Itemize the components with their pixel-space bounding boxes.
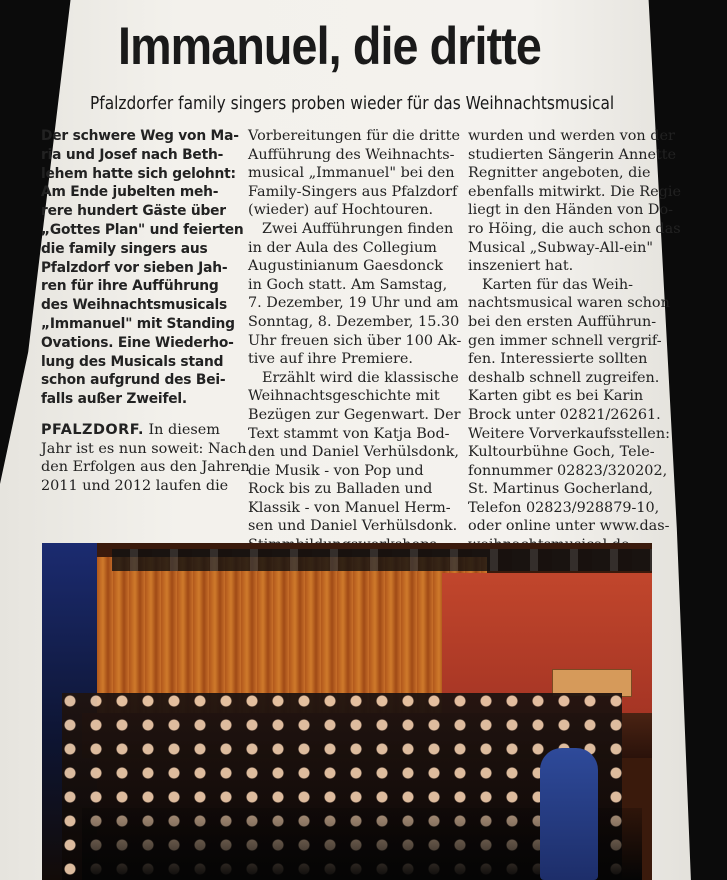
body-line: nachtsmusical waren schon bbox=[468, 295, 670, 312]
body-line: fonnummer 02823/320202, bbox=[468, 462, 668, 479]
body-line: Jahr ist es nun soweit: Nach bbox=[41, 440, 247, 457]
body-line: ro Höing, die auch schon das bbox=[468, 220, 681, 237]
lead-line: lung des Musicals stand bbox=[41, 353, 224, 370]
body-line: Uhr freuen sich über 100 Ak- bbox=[248, 332, 462, 349]
body-line: Vorbereitungen für die dritte bbox=[248, 128, 460, 144]
body-line: studierten Sängerin Annette bbox=[468, 146, 677, 163]
body-line: Rock bis zu Balladen und bbox=[248, 481, 433, 498]
dateline: PFALZDORF. bbox=[41, 421, 144, 438]
body-line: 7. Dezember, 19 Uhr und am bbox=[248, 295, 459, 312]
subheadline: Pfalzdorfer family singers proben wieder für das Weihnachtsmusical bbox=[90, 94, 615, 114]
body-line: Kultourbühne Goch, Tele- bbox=[468, 444, 655, 461]
body-line: oder online unter www.das- bbox=[468, 518, 670, 535]
lead-line: „Gottes Plan" und feierten bbox=[41, 221, 244, 238]
body-line: Karten gibt es bei Karin bbox=[468, 388, 644, 405]
body-line: Regnitter angeboten, die bbox=[468, 165, 651, 182]
article-column-2 bbox=[248, 127, 470, 555]
body-line: ebenfalls mitwirkt. Die Regie bbox=[468, 183, 681, 200]
body-line: Aufführung des Weihnachts- bbox=[248, 146, 455, 163]
article-column-1 bbox=[41, 127, 256, 495]
lead-line: falls außer Zweifel. bbox=[41, 391, 187, 408]
body-line: bei den ersten Aufführun- bbox=[468, 313, 657, 330]
body-line: Family-Singers aus Pfalzdorf bbox=[248, 183, 458, 200]
lead-line: des Weihnachtsmusicals bbox=[41, 297, 227, 314]
lead-line: Am Ende jubelten meh- bbox=[41, 184, 219, 201]
body-line: Zwei Aufführungen finden bbox=[262, 220, 454, 237]
body-line: fen. Interessierte sollten bbox=[468, 351, 648, 368]
body-line: Augustinianum Gaesdonck bbox=[248, 258, 444, 275]
choir-photo bbox=[42, 543, 652, 880]
lead-paragraph bbox=[41, 127, 256, 409]
body-line: musical „Immanuel" bei den bbox=[248, 165, 455, 182]
body-line: sen und Daniel Verhülsdonk. bbox=[248, 518, 458, 535]
lead-line: „Immanuel" mit Standing bbox=[41, 315, 235, 332]
lighting-rig bbox=[112, 549, 652, 571]
body-line: Weitere Vorverkaufsstellen: bbox=[468, 425, 670, 442]
lead-line: Der schwere Weg von Ma- bbox=[41, 128, 239, 144]
body-paragraph bbox=[41, 421, 256, 440]
body-line: Klassik - von Manuel Herm- bbox=[248, 499, 451, 516]
conductor bbox=[540, 748, 598, 880]
lead-line: die family singers aus bbox=[41, 240, 208, 257]
body-line: Weihnachtsgeschichte mit bbox=[248, 388, 440, 405]
headline: Immanuel, die dritte bbox=[118, 17, 541, 76]
lead-line: ria und Josef nach Beth- bbox=[41, 146, 224, 163]
body-line: deshalb schnell zugreifen. bbox=[468, 369, 660, 386]
lead-line: Ovations. Eine Wiederho- bbox=[41, 334, 234, 351]
body-line: Erzählt wird die klassische bbox=[262, 369, 459, 386]
body-line: in der Aula des Collegium bbox=[248, 239, 437, 256]
body-line: wurden und werden von der bbox=[468, 128, 675, 144]
body-line: die Musik - von Pop und bbox=[248, 462, 424, 479]
lead-line: rere hundert Gäste über bbox=[41, 203, 226, 220]
body-line: Karten für das Weih- bbox=[482, 276, 634, 293]
body-line: inszeniert hat. bbox=[468, 258, 574, 275]
lead-line: ren für ihre Aufführung bbox=[41, 278, 219, 295]
body-line: tive auf ihre Premiere. bbox=[248, 351, 414, 368]
body-line: Bezügen zur Gegenwart. Der bbox=[248, 406, 461, 423]
body-line: In diesem bbox=[148, 421, 220, 438]
body-line: (wieder) auf Hochtouren. bbox=[248, 202, 434, 219]
lead-line: Pfalzdorf vor sieben Jah- bbox=[41, 259, 228, 276]
body-line: St. Martinus Gocherland, bbox=[468, 481, 653, 498]
body-line: 2011 und 2012 laufen die bbox=[41, 477, 229, 494]
body-line: gen immer schnell vergrif- bbox=[468, 332, 662, 349]
article-column-3 bbox=[468, 127, 688, 555]
body-line: in Goch statt. Am Samstag, bbox=[248, 276, 448, 293]
body-line: Sonntag, 8. Dezember, 15.30 bbox=[248, 313, 460, 330]
body-line: Telefon 02823/928879-10, bbox=[468, 499, 660, 516]
body-line: den und Daniel Verhülsdonk, bbox=[248, 444, 460, 461]
body-line: Musical „Subway-All-ein" bbox=[468, 239, 653, 256]
body-line: Brock unter 02821/26261. bbox=[468, 406, 661, 423]
lead-line: schon aufgrund des Bei- bbox=[41, 372, 226, 389]
body-line: liegt in den Händen von Do- bbox=[468, 202, 673, 219]
body-line: Text stammt von Katja Bod- bbox=[248, 425, 450, 442]
body-line: den Erfolgen aus den Jahren bbox=[41, 459, 250, 476]
lead-line: lehem hatte sich gelohnt: bbox=[41, 165, 236, 182]
